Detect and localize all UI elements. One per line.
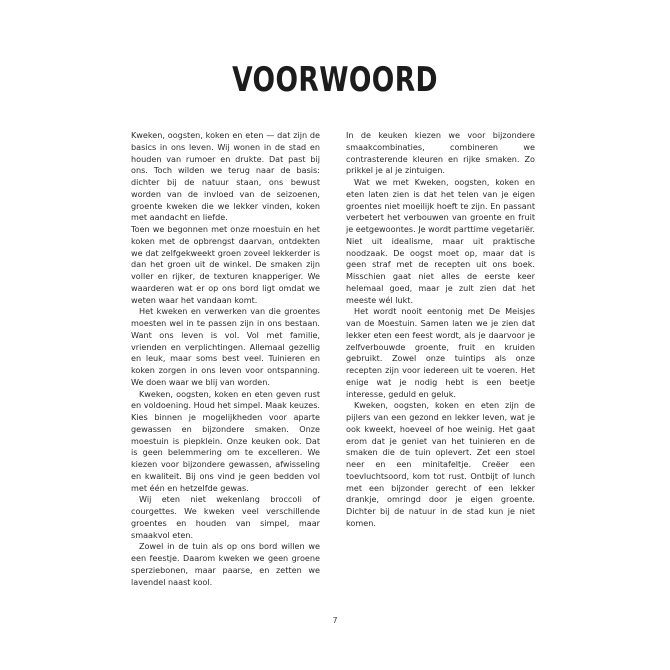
paragraph: In de keuken kiezen we voor bijzondere smaakcombinaties, combineren we contrasterende kleuren en rijke smaken. Zo prikkel je al je zintuigen. — [346, 130, 535, 176]
paragraph: Wij eten niet wekenlang broccoli of courgettes. We kweken veel verschillende groentes en houden van simpel, maar smaakvol eten. — [131, 494, 320, 540]
paragraph: Het wordt nooit eentonig met De Meisjes van de Moestuin. Samen laten we je zien dat lekker eten een feest wordt, als je daarvoor je zelfverbouwde groente, fruit en kruiden gebruikt. Zowel onze tuintips als onze recepten zijn voor iedereen uit te voeren. Het enige wat je nodig hebt is een beetje interesse, geduld en geluk. — [346, 306, 535, 399]
right-text-column — [346, 130, 535, 530]
paragraph: Kweken, oogsten, koken en eten — dat zijn de basics in ons leven. Wij wonen in de stad en houden van rumoer en drukte. Dat past bij ons. Toch wilden we terug naar de basis: dichter bij de natuur staan, ons bewust worden van de invloed van de seizoenen, groente kweken die we lekker vinden, koken met aandacht en liefde. — [131, 130, 320, 223]
paragraph: Kweken, oogsten, koken en eten geven rust en voldoening. Houd het simpel. Maak keuzes. Kies binnen je mogelijkheden voor aparte gewassen en bijzondere smaken. Onze moestuin is piepklein. Onze keuken ook. Dat is geen belemmering om te excelleren. We kiezen voor bijzondere gewassen, afwisseling en kwaliteit. Bij ons vind je geen bedden vol met één en hetzelfde gewas. — [131, 388, 320, 493]
page-number: 7 — [332, 616, 338, 625]
left-text-column — [131, 130, 320, 588]
page-title: VOORWOORD — [232, 60, 438, 100]
paragraph: Kweken, oogsten, koken en eten zijn de pijlers van een gezond en lekker leven, wat je ook kweekt, hoeveel of hoe weinig. Het gaat erom dat je geniet van het tuinieren en de smaken die de tuin oplevert. Zet een stoel neer en een minitafeltje. Creëer een toevluchtsoord, kom tot rust. Ontbijt of lunch met een bijzonder gerecht of een lekker drankje, omringd door je eigen groente. Dichter bij de natuur in de stad kun je niet komen. — [346, 400, 535, 528]
paragraph: Toen we begonnen met onze moestuin en het koken met de opbrengst daarvan, ontdekten we dat zelfgekweekt groen zoveel lekkerder is dan het groen uit de winkel. De smaken zijn voller en rijker, de texturen knapperiger. We waarderen wat er op ons bord ligt omdat we weten waar het vandaan komt. — [131, 224, 320, 305]
paragraph: Het kweken en verwerken van die groentes moesten wel in te passen zijn in ons bestaan. Want ons leven is vol. Vol met familie, vrienden en verplichtingen. Allemaal gezellig en leuk, maar soms best veel. Tuinieren en koken zorgen in ons leven voor ontspanning. We doen waar we blij van worden. — [131, 306, 320, 387]
paragraph: Wat we met Kweken, oogsten, koken en eten laten zien is dat het telen van je eigen groentes niet moeilijk hoeft te zijn. En passant verbetert het verbouwen van groente en fruit je eetgewoontes. Je wordt parttime vegetariër. Niet uit idealisme, maar uit praktische noodzaak. De oogst moet op, maar dat is geen straf met de recepten uit ons boek. Misschien gaat niet alles de eerste keer helemaal goed, maar je zult zien dat het meeste wél lukt. — [346, 177, 535, 305]
paragraph: Zowel in de tuin als op ons bord willen we een feestje. Daarom kweken we geen groene sperziebonen, maar paarse, en zetten we lavendel naast kool. — [131, 541, 320, 587]
